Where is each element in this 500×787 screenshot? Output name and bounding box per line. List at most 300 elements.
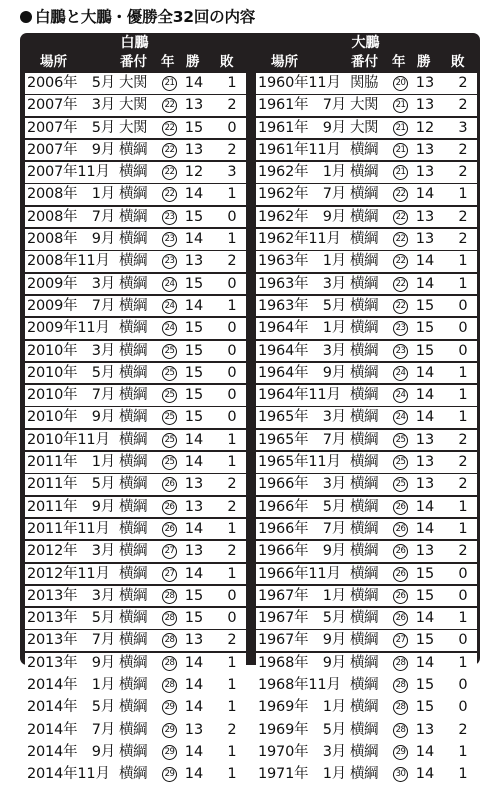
cell-rank: 横綱 (350, 387, 378, 404)
age-circle: 23 (393, 321, 408, 336)
cell-rank: 横綱 (119, 297, 147, 314)
table-row (256, 474, 477, 495)
age-circle: 27 (162, 544, 177, 559)
table-row (256, 630, 477, 651)
age-circle: 23 (162, 232, 177, 247)
table-row (25, 118, 246, 139)
cell-age (161, 474, 178, 495)
age-circle: 28 (393, 723, 408, 738)
cell-losses: 0 (227, 387, 237, 404)
age-circle: 20 (393, 76, 408, 91)
cell-place: 2010年 9月 (27, 409, 116, 426)
table-row (256, 385, 477, 406)
cell-losses: 1 (458, 654, 468, 671)
cell-losses: 1 (458, 409, 468, 426)
cell-rank: 横綱 (119, 587, 147, 604)
cell-losses: 0 (458, 342, 468, 359)
cell-wins: 12 (415, 119, 435, 136)
cell-losses: 0 (227, 275, 237, 292)
cell-wins: 14 (184, 565, 204, 582)
cell-wins: 13 (184, 141, 204, 158)
table-row (25, 207, 246, 228)
cell-wins: 15 (184, 342, 204, 359)
cell-place: 1966年 3月 (258, 476, 347, 493)
cell-losses: 1 (458, 275, 468, 292)
cell-age (161, 95, 178, 116)
age-circle: 27 (393, 633, 408, 648)
cell-rank: 横綱 (350, 543, 378, 560)
cell-age (392, 95, 409, 116)
cell-rank: 横綱 (350, 409, 378, 426)
age-circle: 29 (162, 745, 177, 760)
age-circle: 24 (162, 299, 177, 314)
cell-age (392, 586, 409, 607)
cell-place: 2012年11月 (27, 565, 110, 582)
cell-place: 2008年11月 (27, 253, 110, 270)
cell-age (161, 742, 178, 763)
cell-losses: 1 (458, 387, 468, 404)
cell-wins: 13 (415, 431, 435, 448)
age-circle: 25 (393, 455, 408, 470)
cell-wins: 15 (415, 297, 435, 314)
age-circle: 29 (393, 745, 408, 760)
cell-losses: 1 (227, 565, 237, 582)
cell-age (392, 697, 409, 718)
cell-wins: 13 (415, 454, 435, 471)
cell-wins: 14 (184, 520, 204, 537)
cell-place: 1960年11月 (258, 75, 341, 91)
cell-losses: 2 (227, 476, 237, 493)
cell-wins: 15 (415, 677, 435, 694)
age-circle: 26 (393, 567, 408, 582)
cell-age (161, 363, 178, 384)
cell-wins: 14 (415, 654, 435, 671)
cell-wins: 13 (415, 721, 435, 738)
cell-losses: 1 (458, 520, 468, 537)
age-circle: 30 (393, 767, 408, 782)
cell-losses: 0 (458, 632, 468, 649)
hakuho-rows (25, 73, 246, 787)
document-title-text: 白鵬と大鵬・優勝全32回の内容 (35, 8, 256, 26)
cell-age (161, 341, 178, 362)
cell-place: 2008年 9月 (27, 231, 116, 248)
cell-place: 2011年 5月 (27, 476, 116, 493)
cell-rank: 横綱 (350, 565, 378, 582)
table-row (256, 363, 477, 384)
cell-wins: 15 (184, 610, 204, 627)
cell-losses: 0 (227, 610, 237, 627)
age-circle: 21 (393, 121, 408, 136)
age-circle: 22 (162, 121, 177, 136)
cell-place: 1969年 1月 (258, 699, 347, 716)
cell-place: 1961年 9月 (258, 119, 347, 136)
age-circle: 22 (393, 187, 408, 202)
cell-age (392, 229, 409, 250)
cell-losses: 1 (227, 520, 237, 537)
cell-rank: 大関 (119, 119, 147, 136)
cell-losses: 1 (227, 231, 237, 248)
age-circle: 21 (393, 98, 408, 113)
cell-losses: 0 (227, 320, 237, 337)
cell-rank: 横綱 (350, 743, 378, 760)
cell-rank: 横綱 (119, 476, 147, 493)
age-circle: 22 (162, 165, 177, 180)
cell-wins: 13 (415, 231, 435, 248)
table-row (25, 95, 246, 116)
cell-losses: 0 (458, 320, 468, 337)
age-circle: 26 (393, 544, 408, 559)
cell-age (161, 564, 178, 585)
cell-rank: 横綱 (350, 520, 378, 537)
cell-rank: 横綱 (350, 297, 378, 314)
table-row (25, 318, 246, 339)
cell-wins: 14 (184, 186, 204, 203)
cell-place: 1966年 7月 (258, 520, 347, 537)
cell-place: 1963年 3月 (258, 275, 347, 292)
cell-wins: 13 (184, 632, 204, 649)
cell-rank: 横綱 (119, 454, 147, 471)
cell-rank: 横綱 (350, 431, 378, 448)
cell-wins: 15 (415, 632, 435, 649)
cell-losses: 0 (458, 587, 468, 604)
cell-losses: 1 (458, 364, 468, 381)
cell-wins: 14 (184, 677, 204, 694)
table-row (256, 274, 477, 295)
cell-wins: 15 (184, 587, 204, 604)
cell-age (392, 630, 409, 651)
cell-place: 1967年 1月 (258, 587, 347, 604)
cell-age (392, 140, 409, 161)
cell-losses: 2 (227, 141, 237, 158)
age-circle: 24 (393, 410, 408, 425)
table-row (25, 73, 246, 94)
cell-place: 1962年11月 (258, 231, 341, 248)
cell-rank: 横綱 (350, 253, 378, 270)
cell-wins: 13 (415, 543, 435, 560)
table-row (25, 742, 246, 763)
cell-age (392, 296, 409, 317)
cell-age (161, 274, 178, 295)
table-row (256, 586, 477, 607)
cell-losses: 0 (458, 565, 468, 582)
cell-age (161, 207, 178, 228)
table-row (256, 519, 477, 540)
cell-losses: 0 (227, 409, 237, 426)
cell-losses: 2 (227, 498, 237, 515)
cell-losses: 2 (227, 253, 237, 270)
age-circle: 25 (162, 455, 177, 470)
cell-wins: 14 (184, 231, 204, 248)
cell-place: 2014年 9月 (27, 743, 116, 760)
table-row (256, 184, 477, 205)
cell-age (392, 653, 409, 674)
cell-losses: 2 (227, 632, 237, 649)
cell-age (392, 341, 409, 362)
cell-rank: 横綱 (119, 565, 147, 582)
table-row (25, 764, 246, 785)
cell-wins: 14 (184, 743, 204, 760)
cell-losses: 2 (458, 75, 468, 91)
cell-place: 1966年 9月 (258, 543, 347, 560)
table-row (256, 541, 477, 562)
cell-age (161, 118, 178, 139)
cell-rank: 横綱 (350, 141, 378, 158)
age-circle: 21 (162, 76, 177, 91)
cell-age (392, 720, 409, 741)
table-row (25, 162, 246, 183)
cell-age (392, 318, 409, 339)
cell-rank: 横綱 (119, 231, 147, 248)
cell-place: 2012年 3月 (27, 543, 116, 560)
cell-wins: 15 (415, 342, 435, 359)
cell-wins: 13 (184, 498, 204, 515)
cell-losses: 1 (458, 498, 468, 515)
cell-rank: 関脇 (350, 75, 378, 91)
cell-age (161, 430, 178, 451)
age-circle: 25 (162, 344, 177, 359)
cell-rank: 横綱 (119, 520, 147, 537)
cell-age (392, 564, 409, 585)
cell-age (161, 296, 178, 317)
cell-losses: 3 (227, 164, 237, 181)
cell-losses: 0 (227, 208, 237, 225)
cell-rank: 横綱 (350, 677, 378, 694)
age-circle: 25 (393, 433, 408, 448)
cell-age (392, 497, 409, 518)
cell-losses: 2 (227, 97, 237, 114)
cell-age (392, 184, 409, 205)
cell-place: 2010年 3月 (27, 342, 116, 359)
age-circle: 25 (162, 388, 177, 403)
cell-rank: 大関 (350, 119, 378, 136)
cell-wins: 14 (415, 520, 435, 537)
table-row (25, 586, 246, 607)
cell-losses: 1 (227, 431, 237, 448)
cell-losses: 2 (458, 231, 468, 248)
cell-age (392, 251, 409, 272)
age-circle: 25 (393, 477, 408, 492)
cell-age (392, 519, 409, 540)
cell-age (392, 430, 409, 451)
column-header-age: 年 (392, 54, 406, 70)
cell-place: 1969年 5月 (258, 721, 347, 738)
cell-wins: 14 (184, 297, 204, 314)
cell-losses: 1 (227, 297, 237, 314)
table-row (25, 608, 246, 629)
cell-rank: 横綱 (119, 141, 147, 158)
cell-place: 2011年 1月 (27, 454, 116, 471)
cell-rank: 横綱 (119, 677, 147, 694)
cell-age (392, 407, 409, 428)
cell-rank: 横綱 (350, 498, 378, 515)
cell-rank: 横綱 (119, 186, 147, 203)
cell-wins: 14 (415, 498, 435, 515)
cell-age (392, 452, 409, 473)
table-row (25, 229, 246, 250)
cell-place: 2007年11月 (27, 164, 110, 181)
cell-wins: 13 (415, 97, 435, 114)
table-row (256, 207, 477, 228)
cell-wins: 14 (415, 409, 435, 426)
cell-wins: 13 (415, 208, 435, 225)
column-header-place: 場所 (271, 54, 298, 70)
cell-place: 1968年 9月 (258, 654, 347, 671)
cell-wins: 13 (184, 721, 204, 738)
cell-wins: 14 (184, 75, 204, 91)
table-row (25, 452, 246, 473)
cell-losses: 2 (458, 431, 468, 448)
cell-age (161, 162, 178, 183)
cell-age (392, 73, 409, 94)
cell-rank: 横綱 (119, 543, 147, 560)
cell-rank: 横綱 (119, 610, 147, 627)
cell-losses: 1 (458, 766, 468, 783)
cell-place: 2010年 5月 (27, 364, 116, 381)
cell-wins: 13 (415, 476, 435, 493)
cell-age (161, 452, 178, 473)
cell-rank: 横綱 (119, 699, 147, 716)
age-circle: 29 (162, 700, 177, 715)
cell-wins: 14 (184, 454, 204, 471)
column-header-rank: 番付 (120, 54, 147, 70)
age-circle: 23 (162, 210, 177, 225)
age-circle: 26 (393, 500, 408, 515)
cell-rank: 大関 (119, 97, 147, 114)
age-circle: 24 (162, 321, 177, 336)
cell-rank: 横綱 (119, 253, 147, 270)
cell-age (161, 407, 178, 428)
cell-place: 1964年 1月 (258, 320, 347, 337)
cell-age (392, 474, 409, 495)
cell-place: 2011年11月 (27, 520, 110, 537)
cell-age (161, 653, 178, 674)
cell-wins: 14 (415, 610, 435, 627)
cell-rank: 横綱 (119, 654, 147, 671)
cell-wins: 15 (415, 699, 435, 716)
cell-rank: 横綱 (119, 275, 147, 292)
age-circle: 28 (393, 678, 408, 693)
cell-rank: 横綱 (350, 454, 378, 471)
cell-age (161, 318, 178, 339)
cell-losses: 3 (458, 119, 468, 136)
document-title (20, 6, 255, 28)
cell-age (392, 675, 409, 696)
cell-rank: 横綱 (350, 632, 378, 649)
cell-place: 2013年 5月 (27, 610, 116, 627)
cell-losses: 1 (227, 75, 237, 91)
cell-place: 2013年 3月 (27, 587, 116, 604)
cell-losses: 1 (227, 766, 237, 783)
cell-rank: 横綱 (119, 320, 147, 337)
cell-rank: 横綱 (350, 320, 378, 337)
championship-table (20, 33, 480, 783)
cell-rank: 横綱 (119, 632, 147, 649)
cell-wins: 14 (415, 186, 435, 203)
cell-losses: 1 (458, 186, 468, 203)
column-header-age: 年 (161, 54, 175, 70)
age-circle: 24 (162, 277, 177, 292)
cell-place: 1962年 1月 (258, 164, 347, 181)
cell-place: 2006年 5月 (27, 75, 116, 91)
cell-age (392, 385, 409, 406)
cell-place: 2009年 7月 (27, 297, 116, 314)
cell-age (161, 385, 178, 406)
cell-rank: 横綱 (119, 766, 147, 783)
cell-place: 2009年 3月 (27, 275, 116, 292)
cell-losses: 1 (227, 699, 237, 716)
age-circle: 28 (393, 700, 408, 715)
cell-losses: 1 (227, 186, 237, 203)
table-row (256, 608, 477, 629)
cell-rank: 横綱 (119, 721, 147, 738)
table-row (25, 630, 246, 651)
taiho-rows (256, 73, 477, 787)
table-row (256, 341, 477, 362)
age-circle: 24 (393, 366, 408, 381)
age-circle: 28 (162, 611, 177, 626)
table-row (25, 407, 246, 428)
age-circle: 28 (162, 678, 177, 693)
column-header-wins: 勝 (186, 54, 200, 70)
table-row (256, 140, 477, 161)
cell-losses: 0 (227, 342, 237, 359)
cell-place: 2010年11月 (27, 431, 110, 448)
column-header-place: 場所 (40, 54, 67, 70)
cell-losses: 1 (227, 743, 237, 760)
cell-wins: 12 (184, 164, 204, 181)
cell-wins: 15 (184, 275, 204, 292)
cell-place: 1970年 3月 (258, 743, 347, 760)
cell-wins: 14 (415, 766, 435, 783)
cell-age (392, 541, 409, 562)
table-row (25, 675, 246, 696)
column-header-losses: 敗 (451, 54, 465, 70)
cell-place: 2011年 9月 (27, 498, 116, 515)
age-circle: 22 (162, 98, 177, 113)
cell-wins: 14 (184, 431, 204, 448)
table-row (25, 519, 246, 540)
cell-rank: 横綱 (119, 498, 147, 515)
age-circle: 21 (393, 165, 408, 180)
cell-wins: 13 (184, 97, 204, 114)
cell-age (392, 118, 409, 139)
cell-losses: 0 (458, 677, 468, 694)
age-circle: 26 (162, 477, 177, 492)
cell-age (392, 742, 409, 763)
cell-losses: 2 (458, 476, 468, 493)
cell-age (161, 764, 178, 785)
cell-rank: 横綱 (119, 431, 147, 448)
cell-place: 2014年 1月 (27, 677, 116, 694)
cell-place: 1968年11月 (258, 677, 341, 694)
cell-age (392, 207, 409, 228)
cell-rank: 横綱 (350, 699, 378, 716)
age-circle: 22 (393, 277, 408, 292)
cell-place: 1963年 1月 (258, 253, 347, 270)
cell-losses: 1 (458, 253, 468, 270)
cell-wins: 13 (184, 253, 204, 270)
column-header-wins: 勝 (417, 54, 431, 70)
cell-place: 1961年 7月 (258, 97, 347, 114)
table-row (25, 341, 246, 362)
cell-age (392, 162, 409, 183)
cell-rank: 横綱 (119, 409, 147, 426)
cell-place: 1967年 5月 (258, 610, 347, 627)
age-circle: 28 (162, 656, 177, 671)
cell-place: 2014年 5月 (27, 699, 116, 716)
cell-place: 2014年11月 (27, 766, 110, 783)
table-row (256, 318, 477, 339)
